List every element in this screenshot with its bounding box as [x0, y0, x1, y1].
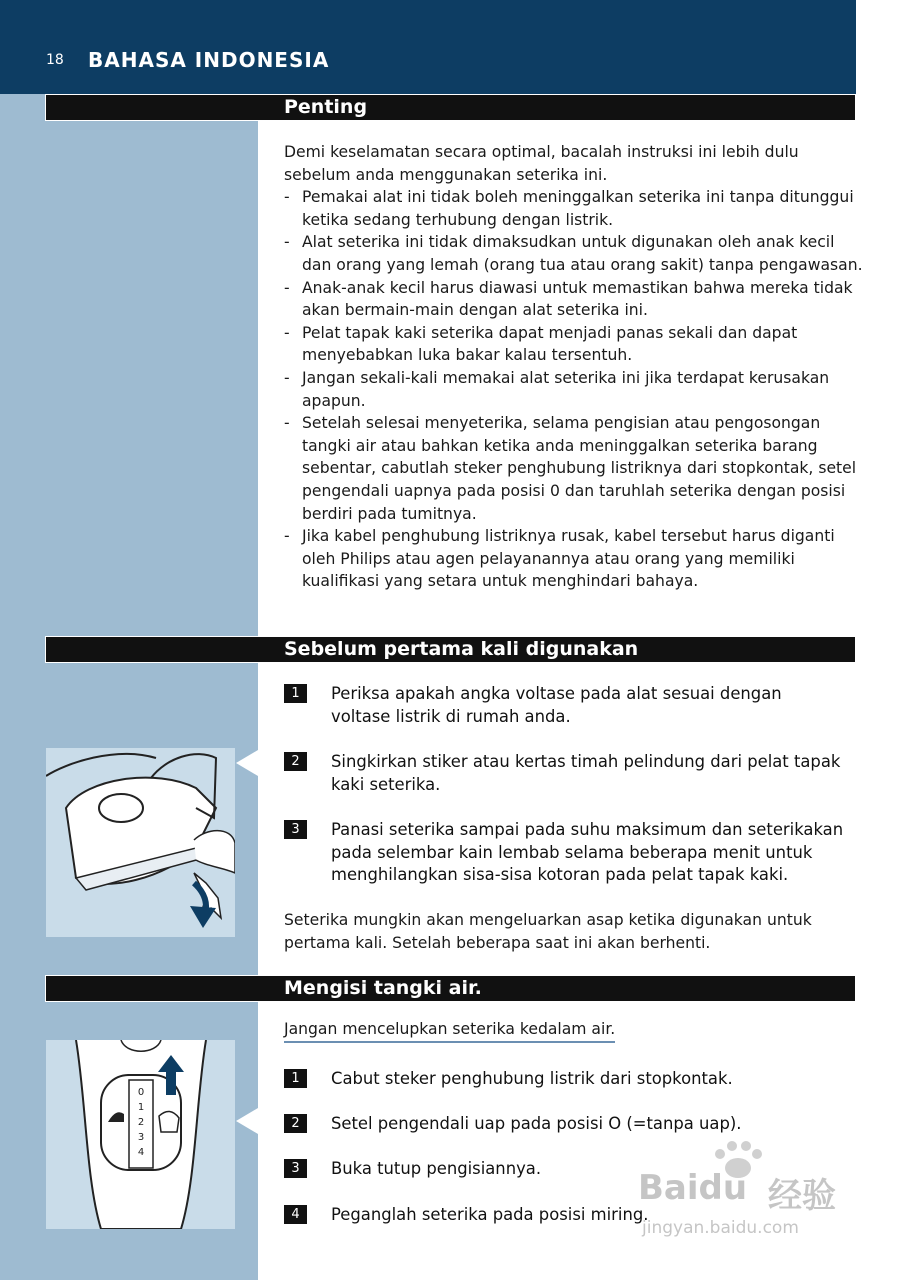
- step-text: Buka tutup pengisiannya.: [331, 1159, 542, 1178]
- step-number: 2: [284, 1114, 307, 1133]
- list-item: - Jangan sekali-kali memakai alat seterika ini jika terdapat kerusakan apapun.: [284, 367, 864, 412]
- list-item: - Pemakai alat ini tidak boleh meninggalkan seterika ini tanpa ditunggui ketika sedang terhubung dengan listrik.: [284, 186, 864, 231]
- section-title-important: Penting: [284, 96, 368, 118]
- step-number: 1: [284, 684, 307, 703]
- step-item: [284, 819, 844, 887]
- important-bullet-list: [284, 186, 864, 593]
- pointer-arrow: [236, 750, 258, 776]
- step-item: [284, 751, 844, 796]
- step-item: [284, 683, 844, 728]
- iron-illustration-icon: [46, 748, 235, 937]
- section-title-before-first-use: Sebelum pertama kali digunakan: [284, 638, 639, 660]
- step-number: 2: [284, 752, 307, 771]
- important-intro: Demi keselamatan secara optimal, bacalah instruksi ini lebih dulu sebelum anda menggunakan seterika ini.: [284, 143, 799, 184]
- section-bar-fill-tank: [45, 975, 856, 1002]
- watermark-brand: Baidu: [638, 1168, 748, 1208]
- step-text: Setel pengendali uap pada posisi O (=tanpa uap).: [331, 1114, 742, 1133]
- step-text: Panasi seterika sampai pada suhu maksimum dan seterikakan pada selembar kain lembab selama beberapa menit untuk menghilangkan sisa-sisa kotoran pada pelat tapak kaki.: [331, 820, 844, 885]
- page-number: 18: [46, 52, 64, 68]
- section-bar-important: [45, 94, 856, 121]
- dial-position-0: 0: [137, 1087, 145, 1098]
- step-text: Cabut steker penghubung listrik dari stopkontak.: [331, 1069, 733, 1088]
- steam-control-icon: [46, 1040, 235, 1229]
- pointer-arrow: [236, 1108, 258, 1134]
- step-text: Peganglah seterika pada posisi miring.: [331, 1205, 649, 1224]
- water-warning: Jangan mencelupkan seterika kedalam air.: [284, 1020, 615, 1043]
- step-number: 3: [284, 820, 307, 839]
- dial-position-2: 2: [137, 1117, 145, 1128]
- step-text: Periksa apakah angka voltase pada alat sesuai dengan voltase listrik di rumah anda.: [331, 684, 782, 726]
- step-number: 1: [284, 1069, 307, 1088]
- step-text: Singkirkan stiker atau kertas timah pelindung dari pelat tapak kaki seterika.: [331, 752, 841, 794]
- step-item: [284, 1068, 844, 1091]
- dial-position-4: 4: [137, 1147, 145, 1158]
- header-band: [0, 0, 856, 94]
- list-item: - Anak-anak kecil harus diawasi untuk memastikan bahwa mereka tidak akan bermain-main dengan alat seterika ini.: [284, 277, 864, 322]
- step-number: 4: [284, 1205, 307, 1224]
- section-bar-before-first-use: [45, 636, 856, 663]
- watermark-url: jingyan.baidu.com: [642, 1218, 799, 1238]
- steam-dial-illustration: [46, 1040, 235, 1229]
- step-number: 3: [284, 1159, 307, 1178]
- section-title-fill-tank: Mengisi tangki air.: [284, 977, 482, 999]
- list-item: - Setelah selesai menyeterika, selama pengisian atau pengosongan tangki air atau bahkan ketika anda meninggalkan seterika barang sebentar, cabutlah steker penghubung listriknya dari stopkontak, setel pengendali uapnya pada posisi 0 dan taruhlah seterika dengan posisi berdiri pada tumitnya.: [284, 412, 864, 525]
- list-item: - Pelat tapak kaki seterika dapat menjadi panas sekali dan dapat menyebabkan luka bakar kalau tersentuh.: [284, 322, 864, 367]
- first-use-note: Seterika mungkin akan mengeluarkan asap ketika digunakan untuk pertama kali. Setelah beberapa saat ini akan berhenti.: [284, 911, 812, 952]
- dial-position-1: 1: [137, 1102, 145, 1113]
- watermark-brand-cn: 经验: [768, 1176, 836, 1216]
- iron-sticker-illustration: [46, 748, 235, 937]
- baidu-watermark: [628, 1140, 858, 1250]
- list-item: - Alat seterika ini tidak dimaksudkan untuk digunakan oleh anak kecil dan orang yang lemah (orang tua atau orang sakit) tanpa pengawasan.: [284, 231, 864, 276]
- important-text-block: [284, 141, 864, 593]
- language-title: BAHASA INDONESIA: [88, 48, 330, 72]
- list-item: - Jika kabel penghubung listriknya rusak, kabel tersebut harus diganti oleh Philips atau agen pelayanannya atau orang yang memiliki kualifikasi yang setara untuk menghindari bahaya.: [284, 525, 864, 593]
- dial-position-3: 3: [137, 1132, 145, 1143]
- step-item: [284, 1113, 844, 1136]
